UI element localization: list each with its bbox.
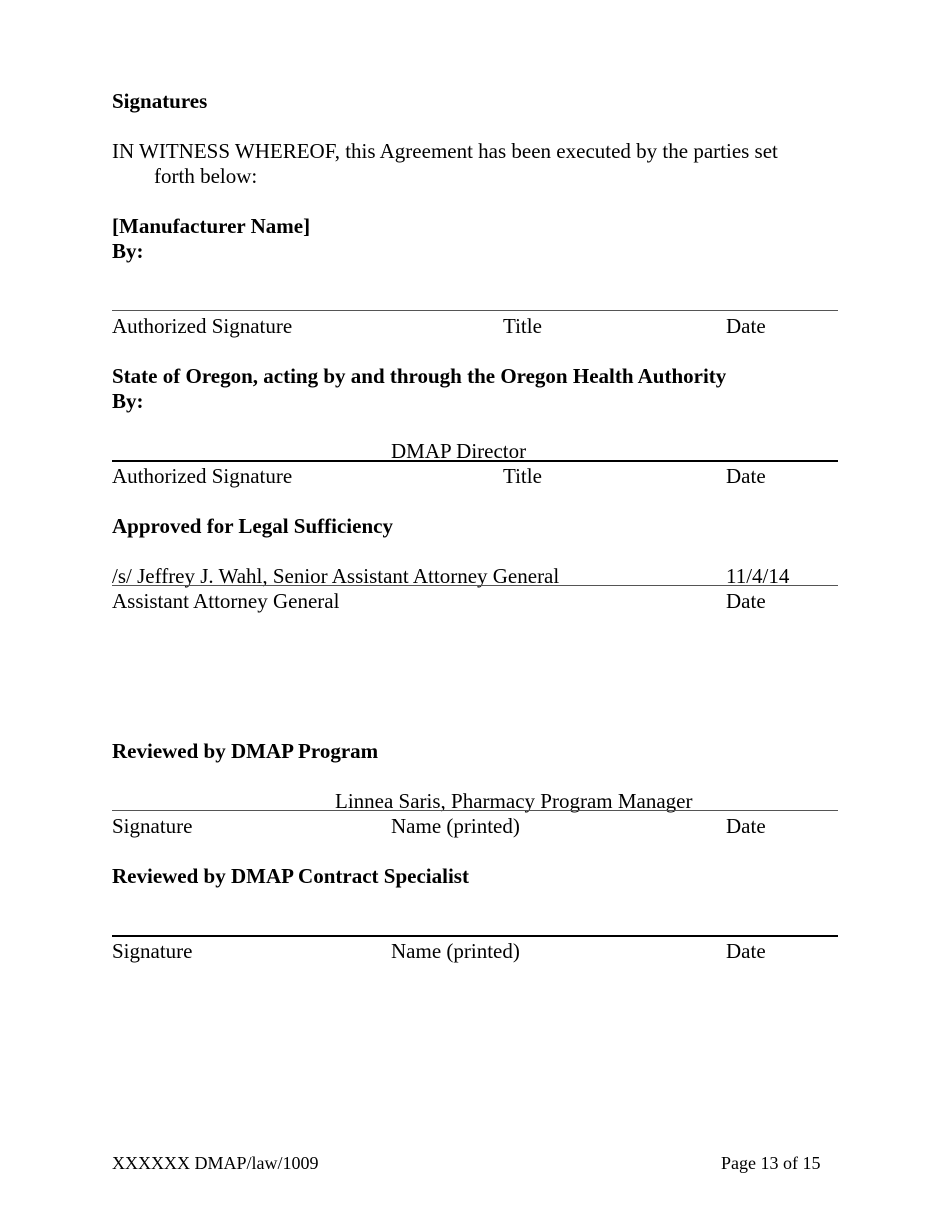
state-signature-label: Authorized Signature: [112, 464, 293, 488]
state-filled-title: DMAP Director: [391, 439, 527, 463]
manufacturer-title-label: Title: [503, 314, 542, 338]
legal-heading: Approved for Legal Sufficiency: [112, 514, 393, 538]
footer-page-number: Page 13 of 15: [721, 1153, 821, 1173]
state-by: By:: [112, 389, 144, 413]
contract-signature-label: Signature: [112, 939, 193, 963]
program-name-label: Name (printed): [391, 814, 520, 838]
manufacturer-signature-line: [112, 310, 838, 311]
legal-filled-name: /s/ Jeffrey J. Wahl, Senior Assistant Attorney General: [112, 564, 560, 588]
program-filled-name: Linnea Saris, Pharmacy Program Manager: [335, 789, 693, 813]
program-date-label: Date: [726, 814, 766, 838]
manufacturer-date-label: Date: [726, 314, 766, 338]
program-heading: Reviewed by DMAP Program: [112, 739, 379, 763]
manufacturer-signature-label: Authorized Signature: [112, 314, 293, 338]
manufacturer-name: [Manufacturer Name]: [112, 214, 311, 238]
program-signature-line: [112, 810, 838, 811]
witness-text-line2: forth below:: [154, 164, 258, 188]
contract-date-label: Date: [726, 939, 766, 963]
legal-date-label: Date: [726, 589, 766, 613]
state-signature-line: [112, 460, 838, 462]
contract-name-label: Name (printed): [391, 939, 520, 963]
state-date-label: Date: [726, 464, 766, 488]
state-heading: State of Oregon, acting by and through the Oregon Health Authority: [112, 364, 727, 388]
program-signature-label: Signature: [112, 814, 193, 838]
manufacturer-by: By:: [112, 239, 144, 263]
state-title-label: Title: [503, 464, 542, 488]
legal-signature-label: Assistant Attorney General: [112, 589, 340, 613]
page-title: Signatures: [112, 89, 208, 113]
legal-filled-date: 11/4/14: [726, 564, 790, 588]
legal-signature-line: [112, 585, 838, 586]
contract-heading: Reviewed by DMAP Contract Specialist: [112, 864, 469, 888]
contract-signature-line: [112, 935, 838, 937]
footer-doc-id: XXXXXX DMAP/law/1009: [112, 1153, 319, 1173]
witness-text-line1: IN WITNESS WHEREOF, this Agreement has been executed by the parties set: [112, 139, 778, 163]
